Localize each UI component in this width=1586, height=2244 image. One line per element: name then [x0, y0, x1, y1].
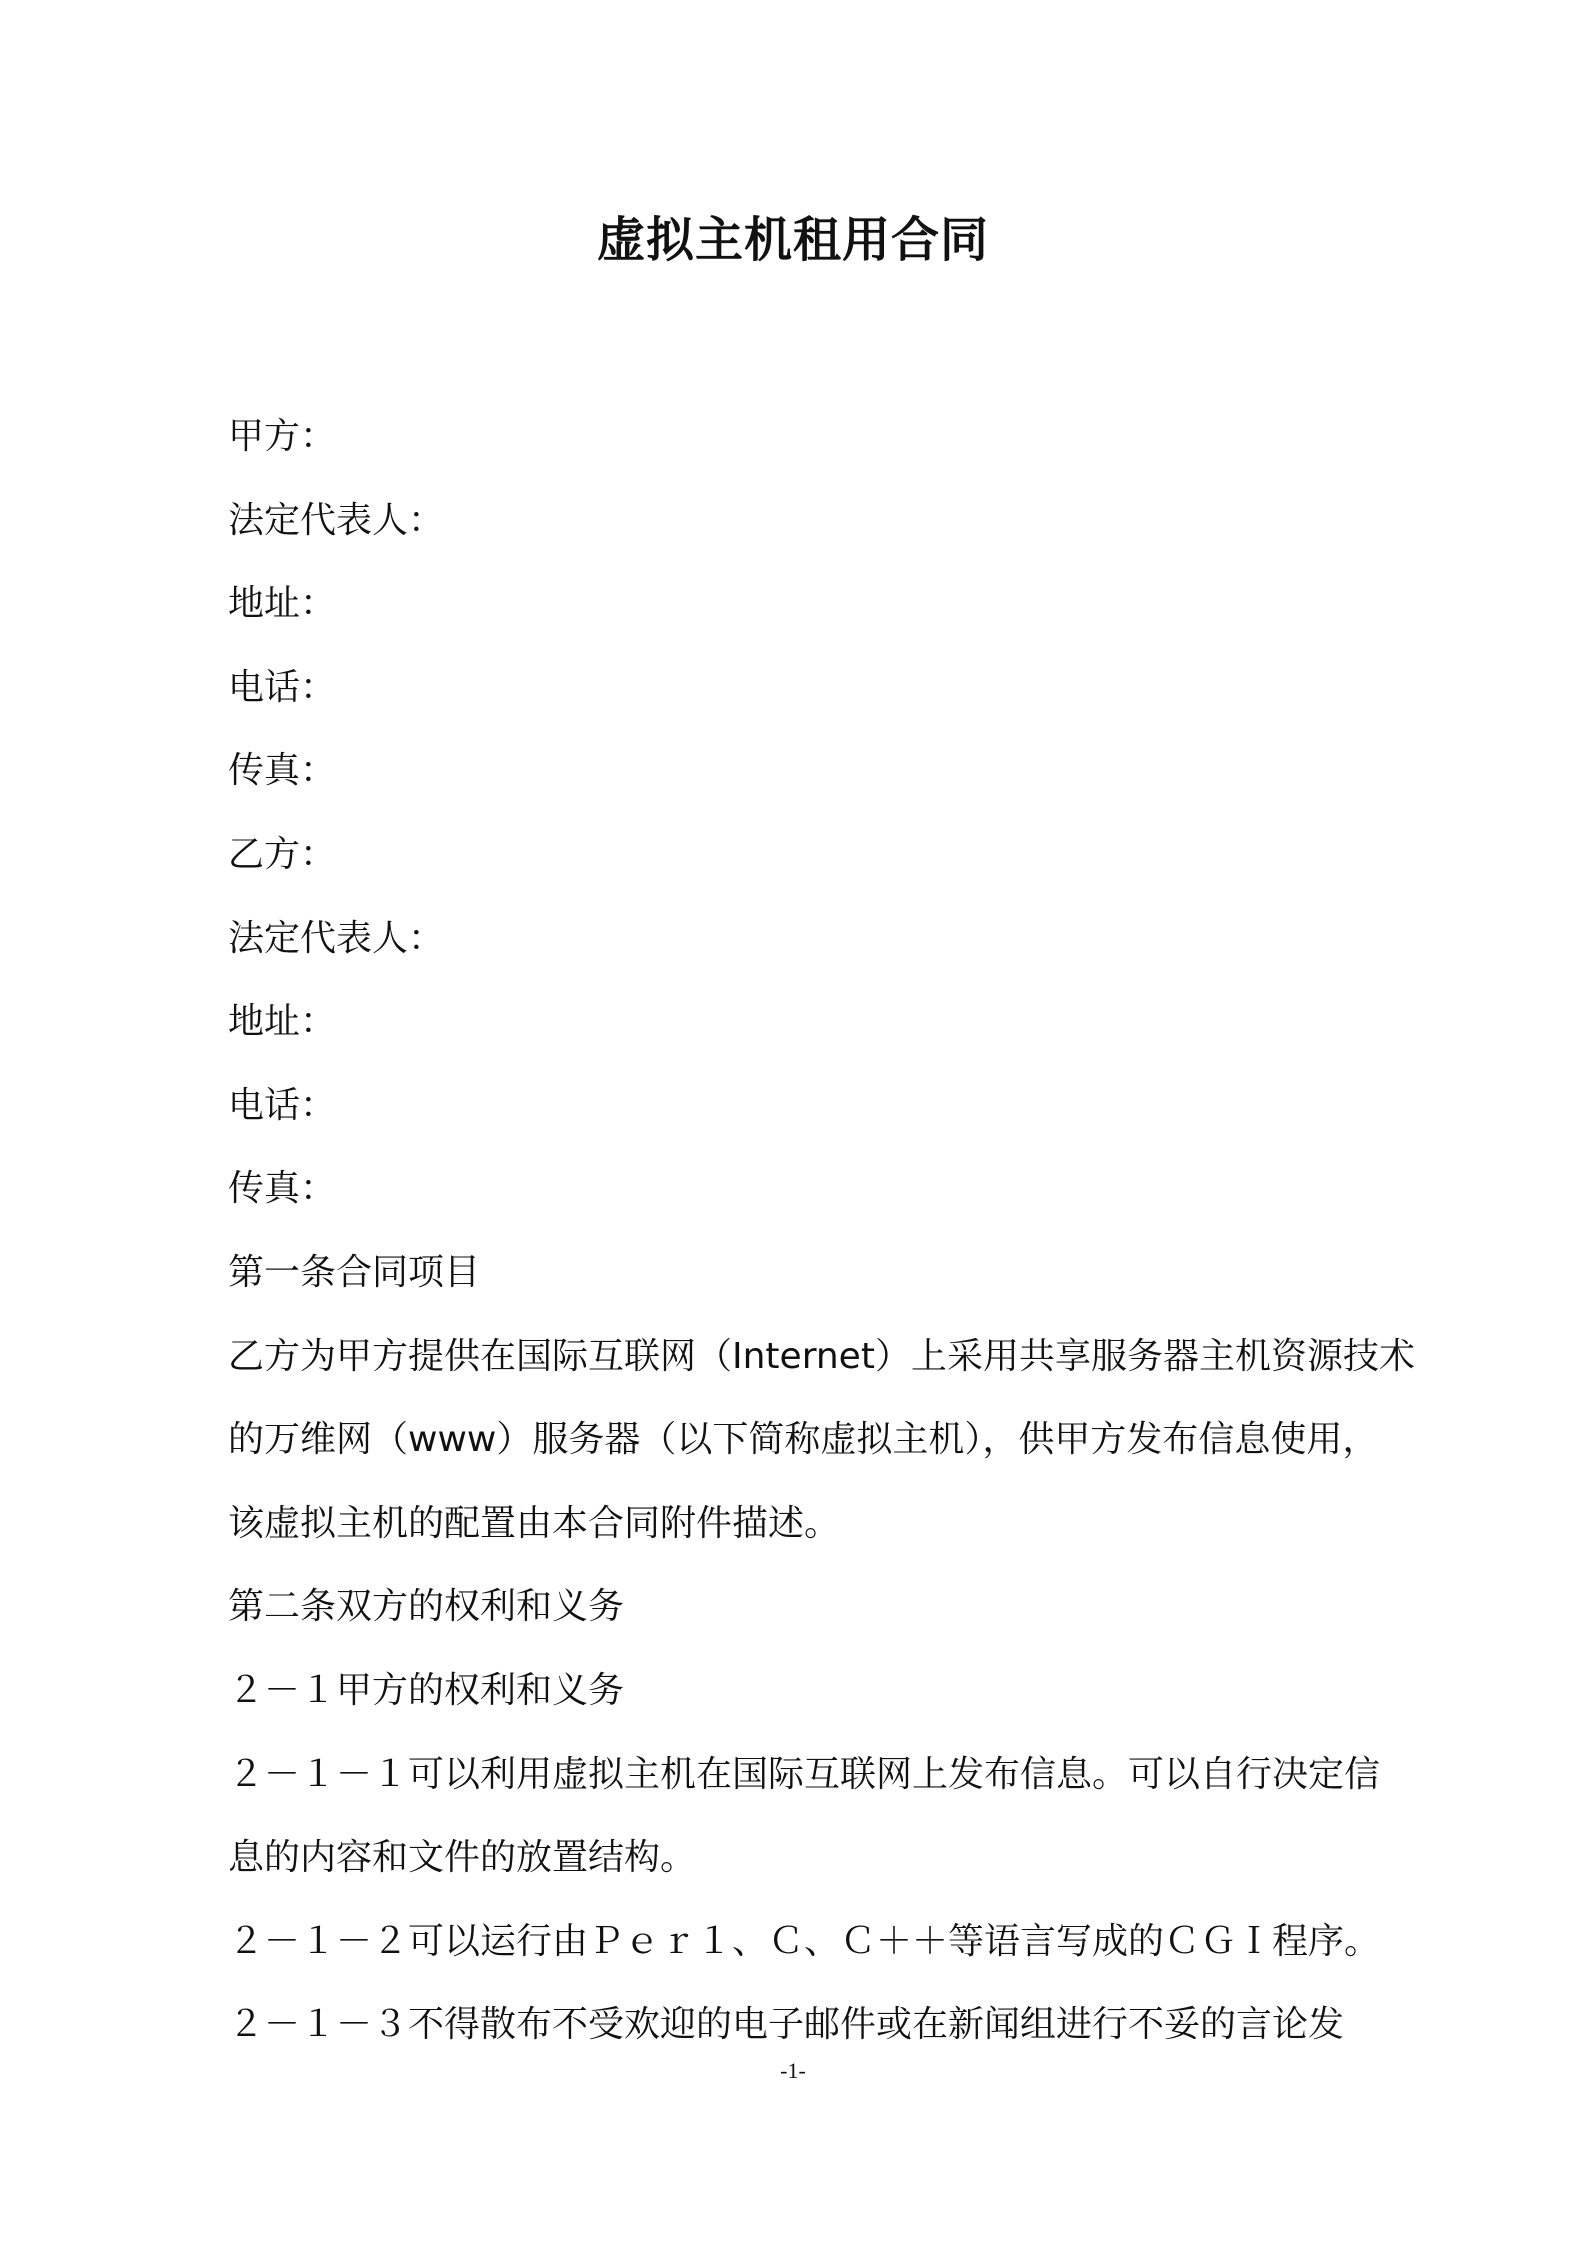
document-body [228, 395, 1448, 2067]
party-a-phone-label: 电话： [228, 666, 337, 708]
party-a-representative-label: 法定代表人： [228, 499, 445, 541]
party-a-label: 甲方： [228, 416, 337, 457]
article-1-heading: 第一条合同项目 [228, 1251, 481, 1293]
article-1-text-line: 乙方为甲方提供在国际互联网（Internet）上采用共享服务器主机资源技术 [228, 1335, 1415, 1377]
article-2-heading: 第二条双方的权利和义务 [228, 1586, 625, 1628]
party-a-fax-label: 传真： [228, 750, 337, 792]
page-number: -1- [780, 2058, 806, 2083]
party-b-fax-label: 传真： [228, 1168, 337, 1210]
party-b-label: 乙方： [228, 833, 337, 875]
party-b-representative-label: 法定代表人： [228, 917, 445, 959]
clause-2-1-1-line: ２－１－１可以利用虚拟主机在国际互联网上发布信息。可以自行决定信 [228, 1753, 1381, 1795]
document-title: 虚拟主机租用合同 [596, 212, 989, 268]
article-1-text-line: 该虚拟主机的配置由本合同附件描述。 [228, 1502, 841, 1544]
clause-2-1-2-line: ２－１－２可以运行由Ｐｅｒ１、Ｃ、Ｃ＋＋等语言写成的ＣＧＩ程序。 [228, 1920, 1381, 1962]
article-1-text-line: 的万维网（www）服务器（以下简称虚拟主机），供甲方发布信息使用， [228, 1419, 1379, 1461]
clause-2-1-3-line: ２－１－３不得散布不受欢迎的电子邮件或在新闻组进行不妥的言论发 [228, 2004, 1345, 2046]
party-a-address-label: 地址： [228, 583, 337, 625]
section-2-1-heading: ２－１甲方的权利和义务 [228, 1669, 625, 1711]
party-b-phone-label: 电话： [228, 1084, 337, 1126]
clause-2-1-1-line: 息的内容和文件的放置结构。 [228, 1837, 697, 1879]
party-b-address-label: 地址： [228, 1001, 337, 1043]
